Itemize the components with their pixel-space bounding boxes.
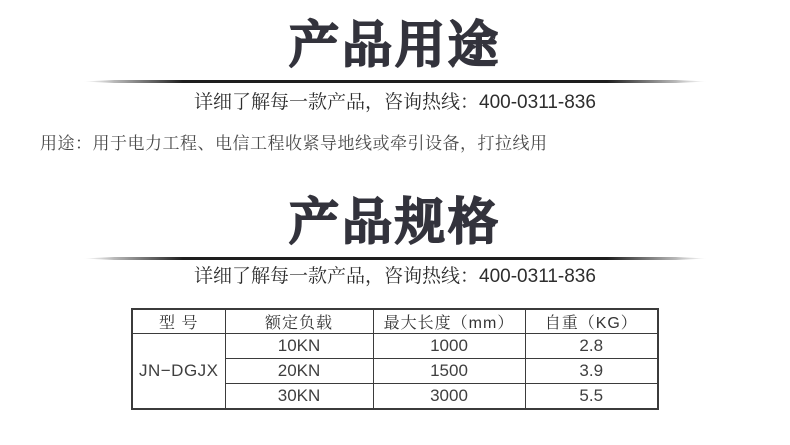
spec-table-header-row — [132, 309, 658, 334]
spec-divider-line — [83, 257, 707, 260]
model-cell: JN−DGJX — [132, 334, 225, 409]
usage-section-title: 产品用途 — [289, 17, 501, 73]
header-weight: 自重（KG） — [525, 309, 658, 334]
weight-cell: 2.8 — [525, 334, 658, 359]
spec-hotline-subtitle: 详细了解每一款产品，咨询热线：400-0311-836 — [194, 266, 596, 287]
max-length-cell: 3000 — [373, 384, 525, 409]
section-product-spec — [0, 195, 790, 410]
weight-cell: 3.9 — [525, 359, 658, 384]
usage-description-text: 用途：用于电力工程、电信工程收紧导地线或牵引设备，打拉线用 — [40, 134, 548, 153]
spec-table — [131, 308, 659, 410]
header-rated-load: 额定负载 — [225, 309, 373, 334]
max-length-cell: 1000 — [373, 334, 525, 359]
section-product-usage — [0, 18, 790, 155]
load-cell: 20KN — [225, 359, 373, 384]
usage-hotline-subtitle: 详细了解每一款产品，咨询热线：400-0311-836 — [194, 92, 596, 113]
spec-section-title: 产品规格 — [289, 194, 501, 250]
load-cell: 30KN — [225, 384, 373, 409]
weight-cell: 5.5 — [525, 384, 658, 409]
usage-divider-line — [83, 80, 707, 83]
header-max-length: 最大长度（mm） — [373, 309, 525, 334]
header-model: 型 号 — [132, 309, 225, 334]
load-cell: 10KN — [225, 334, 373, 359]
max-length-cell: 1500 — [373, 359, 525, 384]
table-row — [132, 334, 658, 359]
